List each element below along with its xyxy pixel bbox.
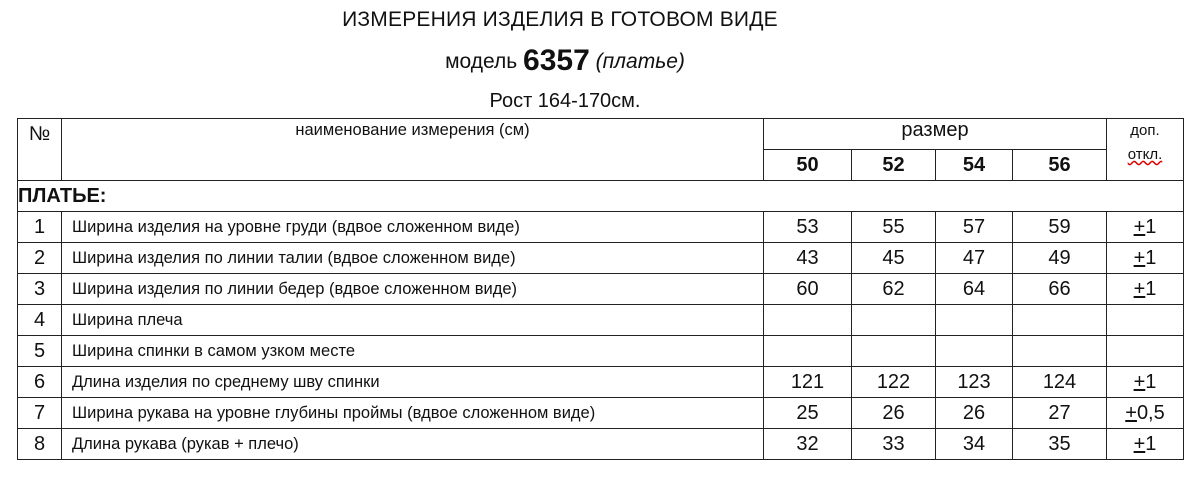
tolerance-sign: + xyxy=(1133,246,1146,269)
table-row xyxy=(18,336,1184,367)
measurement-name: Ширина плеча xyxy=(62,305,764,336)
row-number: 4 xyxy=(18,305,62,336)
size-value xyxy=(936,336,1013,367)
growth-range: Рост 164-170см. xyxy=(489,90,641,112)
row-number: 2 xyxy=(18,243,62,274)
size-header: 54 xyxy=(936,150,1013,181)
size-value: 27 xyxy=(1013,398,1107,429)
row-number: 7 xyxy=(18,398,62,429)
size-value: 26 xyxy=(852,398,936,429)
measurements-table xyxy=(17,118,1184,460)
size-value: 123 xyxy=(936,367,1013,398)
table-row xyxy=(18,367,1184,398)
size-value: 122 xyxy=(852,367,936,398)
size-value xyxy=(1013,336,1107,367)
measurement-name: Длина изделия по среднему шву спинки xyxy=(62,367,764,398)
model-label: модель xyxy=(445,50,518,73)
measurement-name: Ширина спинки в самом узком месте xyxy=(62,336,764,367)
size-value: 25 xyxy=(764,398,852,429)
size-value: 55 xyxy=(852,212,936,243)
column-header-number: № xyxy=(18,119,62,181)
column-header-name: наименование измерения (см) xyxy=(62,119,764,181)
tolerance-sign: + xyxy=(1133,370,1146,393)
size-value: 53 xyxy=(764,212,852,243)
size-value xyxy=(764,336,852,367)
tolerance-amount: 1 xyxy=(1145,370,1157,393)
size-value: 43 xyxy=(764,243,852,274)
tolerance-header-line1: доп. xyxy=(1130,122,1160,139)
size-value: 47 xyxy=(936,243,1013,274)
measurement-name: Длина рукава (рукав + плечо) xyxy=(62,429,764,460)
table-row xyxy=(18,398,1184,429)
tolerance-amount: 1 xyxy=(1145,215,1157,238)
header-row xyxy=(18,119,1184,150)
model-number: 6357 xyxy=(523,44,590,77)
tolerance-sign: + xyxy=(1133,277,1146,300)
size-value: 35 xyxy=(1013,429,1107,460)
size-value: 45 xyxy=(852,243,936,274)
measurement-name: Ширина изделия по линии бедер (вдвое сложенном виде) xyxy=(62,274,764,305)
tolerance-value xyxy=(1107,274,1184,305)
tolerance-amount: 1 xyxy=(1145,246,1157,269)
size-value: 66 xyxy=(1013,274,1107,305)
measurement-name: Ширина рукава на уровне глубины проймы (вдвое сложенном виде) xyxy=(62,398,764,429)
size-value: 60 xyxy=(764,274,852,305)
tolerance-amount: 0,5 xyxy=(1136,401,1165,424)
tolerance-header-line2: откл. xyxy=(1127,146,1163,163)
size-value: 26 xyxy=(936,398,1013,429)
size-value: 32 xyxy=(764,429,852,460)
size-value: 57 xyxy=(936,212,1013,243)
tolerance-value xyxy=(1107,336,1184,367)
size-value: 62 xyxy=(852,274,936,305)
size-value: 49 xyxy=(1013,243,1107,274)
size-header: 56 xyxy=(1013,150,1107,181)
tolerance-value xyxy=(1107,367,1184,398)
section-row xyxy=(18,181,1184,212)
tolerance-value xyxy=(1107,398,1184,429)
row-number: 6 xyxy=(18,367,62,398)
size-value: 59 xyxy=(1013,212,1107,243)
size-header: 50 xyxy=(764,150,852,181)
size-value xyxy=(852,336,936,367)
size-value: 64 xyxy=(936,274,1013,305)
size-value: 33 xyxy=(852,429,936,460)
document-title: ИЗМЕРЕНИЯ ИЗДЕЛИЯ В ГОТОВОМ ВИДЕ xyxy=(342,8,778,31)
tolerance-amount: 1 xyxy=(1145,432,1157,455)
table-row xyxy=(18,305,1184,336)
table-row xyxy=(18,243,1184,274)
tolerance-value xyxy=(1107,429,1184,460)
tolerance-amount: 1 xyxy=(1145,277,1157,300)
size-value: 121 xyxy=(764,367,852,398)
measurement-name: Ширина изделия по линии талии (вдвое сложенном виде) xyxy=(62,243,764,274)
model-line xyxy=(0,44,1130,78)
row-number: 3 xyxy=(18,274,62,305)
table-row xyxy=(18,274,1184,305)
size-value xyxy=(852,305,936,336)
tolerance-sign: + xyxy=(1133,215,1146,238)
size-value xyxy=(936,305,1013,336)
model-kind: (платье) xyxy=(595,50,685,73)
row-number: 5 xyxy=(18,336,62,367)
row-number: 8 xyxy=(18,429,62,460)
tolerance-sign: + xyxy=(1133,432,1146,455)
section-title: ПЛАТЬЕ: xyxy=(18,181,1184,212)
size-value: 34 xyxy=(936,429,1013,460)
size-value: 124 xyxy=(1013,367,1107,398)
table-row xyxy=(18,429,1184,460)
table-row xyxy=(18,212,1184,243)
column-header-tolerance xyxy=(1107,119,1184,181)
measurement-name: Ширина изделия на уровне груди (вдвое сложенном виде) xyxy=(62,212,764,243)
tolerance-value xyxy=(1107,305,1184,336)
size-value xyxy=(1013,305,1107,336)
row-number: 1 xyxy=(18,212,62,243)
column-header-size: размер xyxy=(764,119,1107,150)
tolerance-value xyxy=(1107,212,1184,243)
size-header: 52 xyxy=(852,150,936,181)
size-value xyxy=(764,305,852,336)
tolerance-value xyxy=(1107,243,1184,274)
tolerance-sign: + xyxy=(1125,401,1137,424)
